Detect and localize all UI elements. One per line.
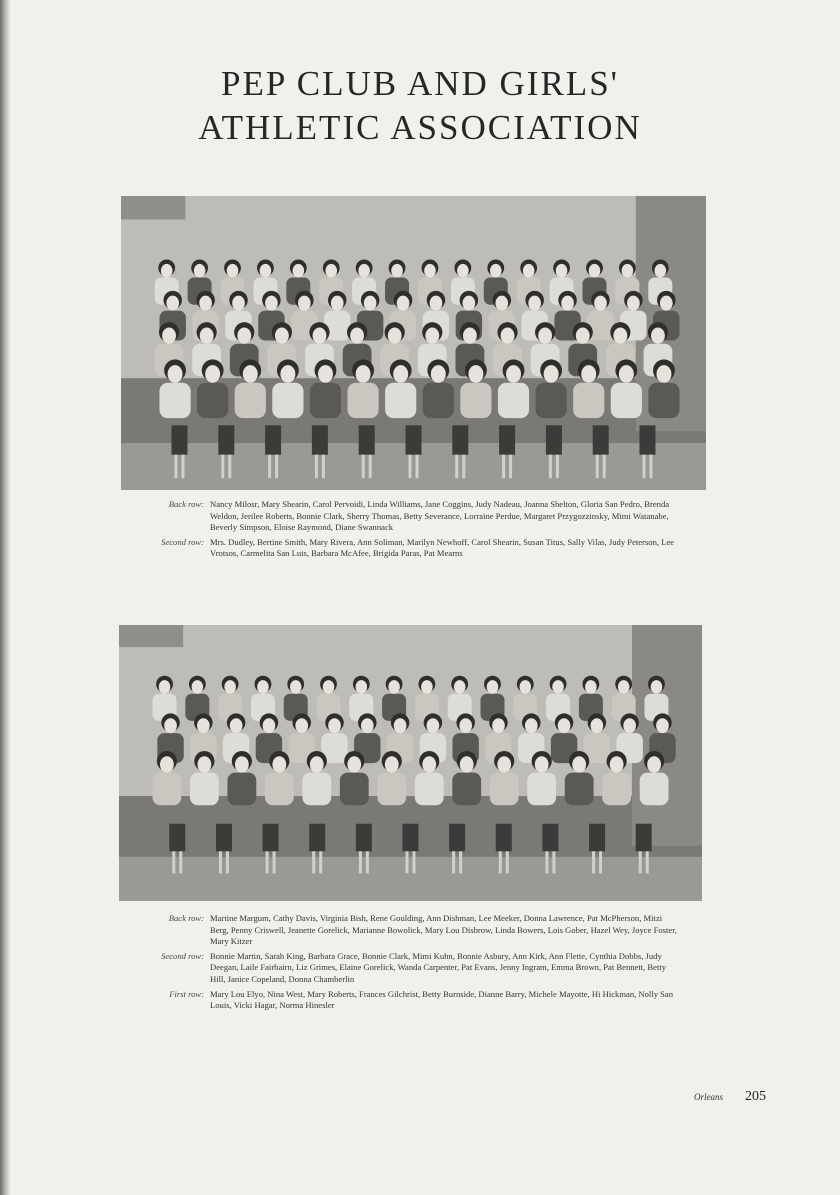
caption-row-names: Nancy Milosr, Mary Shearin, Carol Pervoidi, Linda Williams, Jane Coggins, Judy Nadeau, Joanna Shelton, Gloria San Pedro, Brenda Weldon, Jerilee Roberts, Bonnie Clark, Sherry Thomas, Betty Severance, Lorraine Perdue, Margaret Przygozzinsky, Mimi Watanabe, Beverly Simpson, Eloise Raymond, Diane Swannack bbox=[210, 499, 670, 533]
caption-row-label: Back row: bbox=[168, 913, 204, 923]
caption-row-label: Second row: bbox=[161, 536, 204, 547]
caption-row-names: Martine Margum, Cathy Davis, Virginia Bish, Rene Goulding, Ann Dishman, Lee Meeker, Donna Lawrence, Pat McPherson, Mitzi Berg, Penny Criswell, Jeanette Gorelick, Marianne Bowolick, Mary Lou Disbrow, Linda Bowers, Lois Gober, Hazel Wey, Joyce Foster, Mary Kitzer bbox=[210, 913, 677, 947]
caption-row bbox=[140, 951, 680, 986]
caption-row bbox=[140, 537, 680, 560]
caption-row-label: First row: bbox=[169, 988, 204, 999]
photo-image bbox=[121, 196, 706, 490]
photo-image bbox=[119, 625, 702, 901]
page-footer bbox=[694, 1089, 766, 1105]
page-title-line-1: PEP CLUB AND GIRLS' bbox=[221, 64, 619, 103]
caption-row-names: Bonnie Martin, Sarah King, Barbara Grace, Bonnie Clark, Mimi Kuhn, Bonnie Asbury, Ann Kirk, Ann Flette, Cynthia Dobbs, Judy Deegan, Laile Fairbairn, Liz Grimes, Elaine Gorelick, Wanda Carpenter, Pat Evans, Jenny Ingram, Emma Brown, Pat Bennett, Betty Hill, Janice Copeland, Donna Chamberlin bbox=[210, 950, 667, 984]
page-number: 205 bbox=[745, 1089, 766, 1104]
page-binding-edge bbox=[0, 0, 10, 1195]
pep-club-group-photo bbox=[121, 196, 706, 490]
book-name: Orleans bbox=[694, 1092, 723, 1102]
caption-row-names: Mrs. Dudley, Bertine Smith, Mary Rivera, Ann Soliman, Marilyn Newhoff, Carol Shearin, Susan Titus, Sally Vilas, Judy Peterson, Lee Vrotsos, Carmelita San Luis, Barbara McAfee, Brigida Paras, Pat Mearns bbox=[210, 536, 675, 559]
caption-row bbox=[140, 499, 680, 534]
caption-row bbox=[140, 989, 680, 1012]
caption-row-label: Back row: bbox=[168, 499, 204, 509]
page-title bbox=[0, 62, 840, 150]
page-title-line-2: ATHLETIC ASSOCIATION bbox=[198, 108, 642, 147]
photo-caption-1 bbox=[140, 499, 680, 563]
photo-caption-2 bbox=[140, 913, 680, 1015]
caption-row-label: Second row: bbox=[161, 950, 204, 961]
caption-row bbox=[140, 913, 680, 948]
gaa-group-photo bbox=[119, 625, 702, 901]
caption-row-names: Mary Lou Elyo, Nina West, Mary Roberts, Frances Gilchrist, Betty Burnside, Dianne Barry, Michele Mayotte, Hi Hickman, Nolly San Louis, Vicki Hagar, Norma Hinesler bbox=[210, 988, 674, 1011]
